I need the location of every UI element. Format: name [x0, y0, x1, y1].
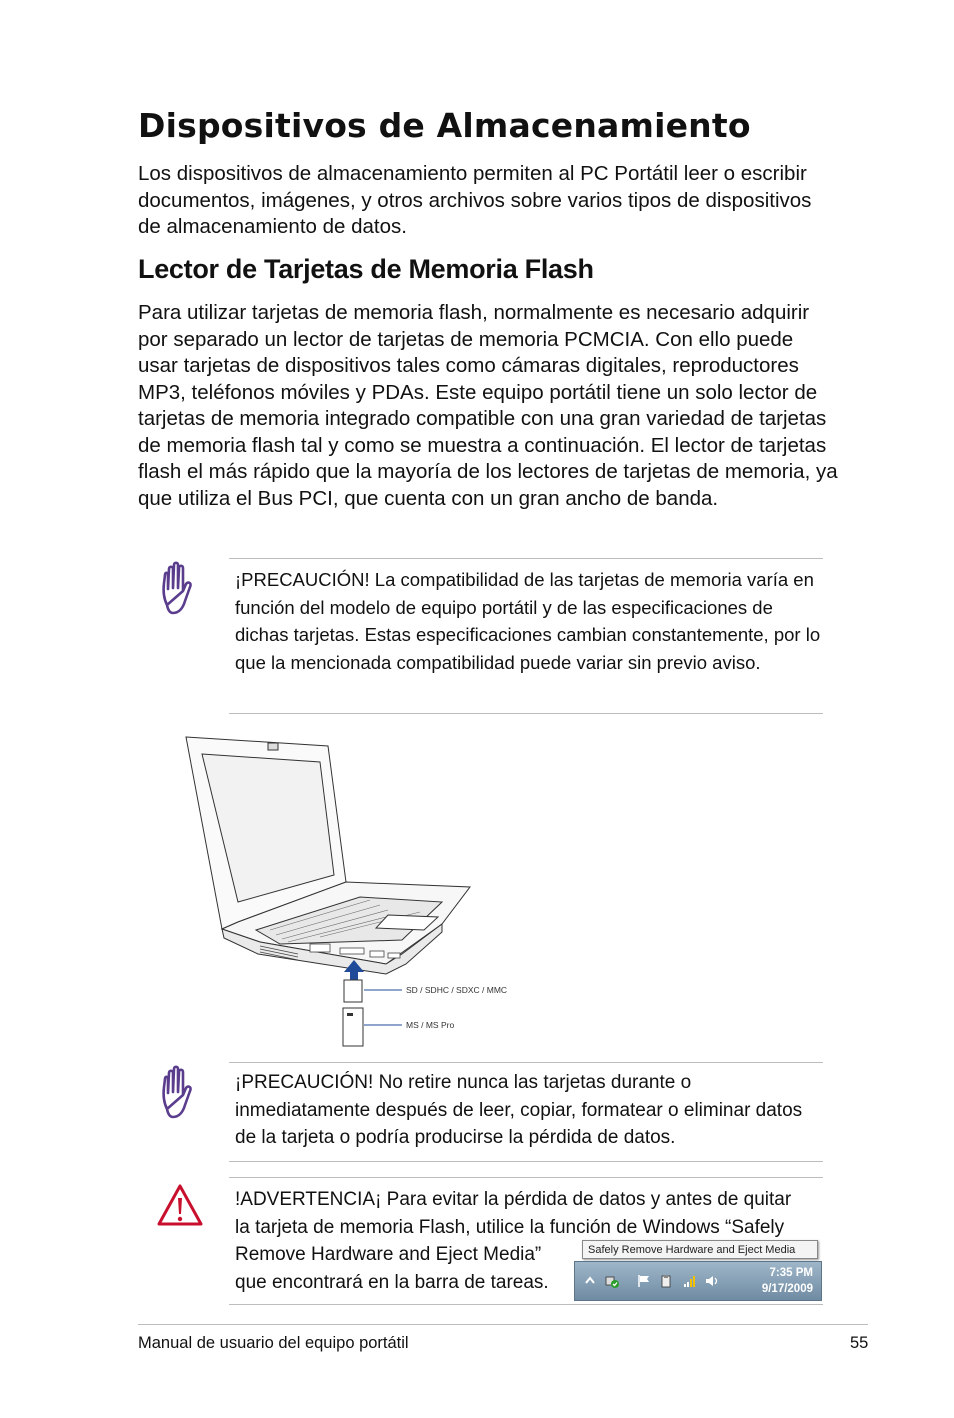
divider	[229, 1304, 823, 1305]
laptop-card-reader-figure	[180, 732, 540, 1052]
sd-card	[344, 980, 362, 1002]
footer-manual-title: Manual de usuario del equipo portátil	[138, 1334, 409, 1352]
network-signal-icon[interactable]	[683, 1274, 697, 1288]
warning-line-1: !ADVERTENCIA¡ Para evitar la pérdida de datos y antes de quitar	[235, 1189, 792, 1210]
warning-line-4: que encontrará en la barra de tareas.	[235, 1271, 549, 1293]
hand-caution-icon	[158, 561, 200, 619]
section-paragraph: Para utilizar tarjetas de memoria flash, normalmente es necesario adquirir por separado un lector de tarjetas de memoria PCMCIA. Con ello puede usar tarjetas de dispositivos tales como cámaras digitales, reproductores MP3, teléfonos móviles y PDAs. Este equipo portátil tiene un solo lector de tarjetas de memoria integrado compatible con una gran variedad de tarjetas de memoria flash tal y como se muestra a continuación. El lector de tarjetas flash el más rápido que la mayoría de los lectores de tarjetas de memoria, ya que utiliza el Bus PCI, que cuenta con un gran ancho de banda.	[138, 301, 838, 510]
ms-card-label: MS / MS Pro	[406, 1020, 455, 1030]
clock-date: 9/17/2009	[761, 1283, 813, 1295]
laptop-illustration	[186, 737, 470, 974]
divider	[229, 558, 823, 559]
clipboard-icon[interactable]	[659, 1274, 673, 1288]
safely-remove-icon[interactable]	[605, 1274, 619, 1288]
warning-triangle-icon	[156, 1182, 204, 1228]
expand-arrow-icon[interactable]	[583, 1274, 597, 1288]
clock-time: 7:35 PM	[769, 1267, 813, 1279]
footer-divider	[138, 1324, 868, 1325]
section-title: Lector de Tarjetas de Memoria Flash	[138, 254, 594, 284]
warning-line-2: la tarjeta de memoria Flash, utilice la función de Windows “Safely	[235, 1216, 785, 1238]
intro-paragraph: Los dispositivos de almacenamiento permiten al PC Portátil leer o escribir documentos, imágenes, y otros archivos sobre varios tipos de dispositivos de almacenamiento de datos.	[138, 162, 812, 238]
taskbar-clock[interactable]	[762, 1265, 813, 1297]
safely-remove-tooltip: Safely Remove Hardware and Eject Media	[582, 1240, 818, 1259]
sd-card-label: SD / SDHC / SDXC / MMC	[406, 985, 508, 995]
divider	[229, 713, 823, 714]
volume-icon[interactable]	[705, 1274, 719, 1288]
caution-note-2: ¡PRECAUCIÓN! No retire nunca las tarjetas durante o inmediatamente después de leer, copiar, formatear o eliminar datos de la tarjeta o podría producirse la pérdida de datos.	[235, 1072, 803, 1148]
flag-icon[interactable]	[637, 1274, 651, 1288]
caution-note-1: ¡PRECAUCIÓN! La compatibilidad de las tarjetas de memoria varía en función del modelo de equipo portátil y de las especificaciones de dichas tarjetas. Estas especificaciones cambian constantemente, por lo que la mencionada compatibilidad puede variar sin previo aviso.	[235, 569, 821, 673]
hand-caution-icon	[158, 1065, 200, 1123]
page-number: 55	[850, 1334, 869, 1352]
windows-taskbar-tray	[574, 1261, 822, 1301]
divider	[229, 1062, 823, 1063]
divider	[229, 1177, 823, 1178]
warning-line-3: Remove Hardware and Eject Media”	[235, 1244, 542, 1265]
divider	[229, 1161, 823, 1162]
page-title: Dispositivos de Almacenamiento	[138, 106, 751, 145]
